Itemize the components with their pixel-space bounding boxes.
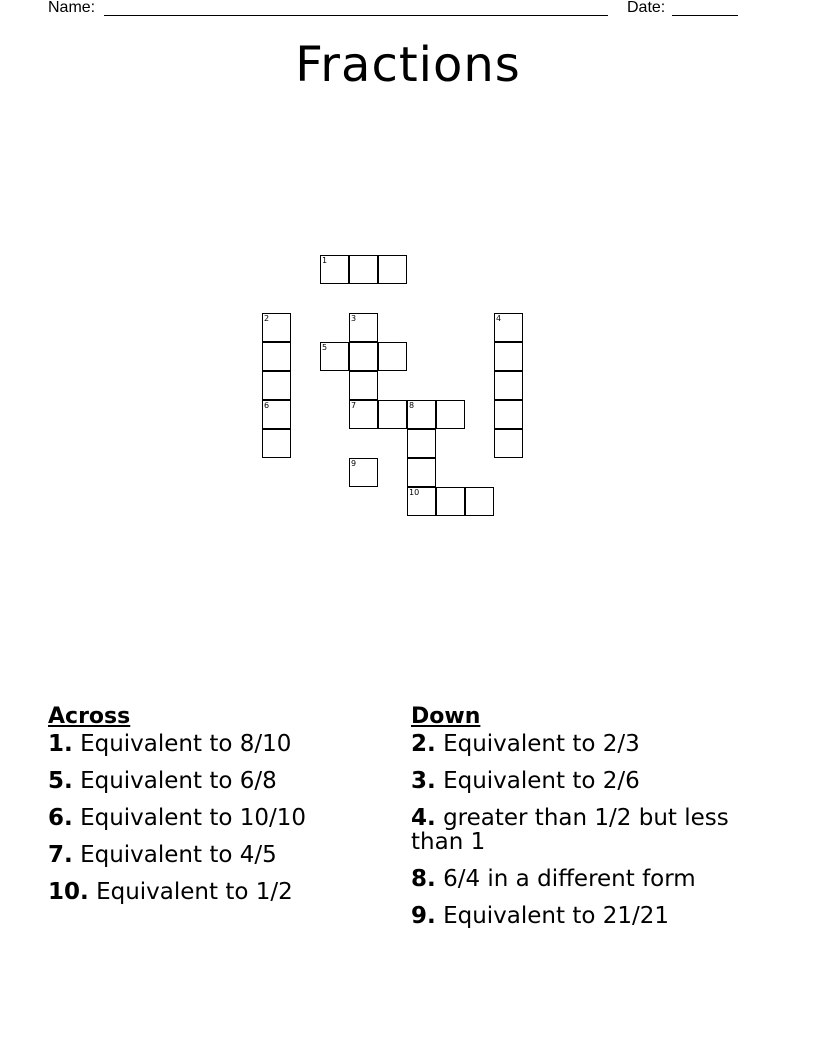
- crossword-cell[interactable]: [436, 487, 465, 516]
- clue-text: Equivalent to 2/3: [443, 731, 640, 757]
- clue-item: 4. greater than 1/2 but less than 1: [411, 805, 729, 855]
- clue-number: 1: [322, 256, 328, 265]
- clue-number: 3: [351, 314, 357, 323]
- clue-text: Equivalent to 1/2: [96, 879, 293, 905]
- clue-num: 10: [48, 879, 81, 905]
- crossword-cell[interactable]: [494, 342, 523, 371]
- crossword-cell[interactable]: [349, 342, 378, 371]
- clue-text: Equivalent to 10/10: [80, 805, 307, 831]
- crossword-cell[interactable]: [494, 429, 523, 458]
- clue-number: 6: [264, 401, 270, 410]
- across-clues: [48, 702, 388, 917]
- down-heading: Down: [411, 704, 481, 729]
- clue-num: 5: [48, 768, 65, 794]
- date-blank[interactable]: [672, 15, 738, 16]
- page-title: Fractions: [295, 37, 521, 93]
- crossword-cell[interactable]: [407, 458, 436, 487]
- crossword-cell[interactable]: [494, 313, 523, 342]
- crossword-cell[interactable]: [320, 342, 349, 371]
- header-line: [48, 0, 748, 20]
- clue-text: Equivalent to 21/21: [443, 903, 670, 929]
- clue-item: 9. Equivalent to 21/21: [411, 903, 670, 929]
- crossword-cell[interactable]: [494, 400, 523, 429]
- crossword-cell[interactable]: [465, 487, 494, 516]
- crossword-cell[interactable]: [262, 371, 291, 400]
- clue-num: 6: [48, 805, 65, 831]
- clue-item: 8. 6/4 in a different form: [411, 866, 696, 892]
- crossword-cell[interactable]: [349, 255, 378, 284]
- clue-item: 3. Equivalent to 2/6: [411, 768, 640, 794]
- crossword-cell[interactable]: [407, 487, 436, 516]
- crossword-cell[interactable]: [494, 371, 523, 400]
- crossword-cell[interactable]: [378, 400, 407, 429]
- date-label: Date:: [627, 0, 666, 16]
- across-heading: Across: [48, 704, 131, 729]
- clue-num: 7: [48, 842, 65, 868]
- crossword-cell[interactable]: [349, 458, 378, 487]
- clue-text: Equivalent to 4/5: [80, 842, 277, 868]
- crossword-cell[interactable]: [407, 400, 436, 429]
- clue-num: 2: [411, 731, 428, 757]
- clue-text: Equivalent to 6/8: [80, 768, 277, 794]
- crossword-cell[interactable]: [262, 429, 291, 458]
- clue-text: Equivalent to 2/6: [443, 768, 640, 794]
- clue-number: 2: [264, 314, 270, 323]
- clue-number: 4: [496, 314, 502, 323]
- clue-item: 2. Equivalent to 2/3: [411, 731, 640, 757]
- clue-number: 7: [351, 401, 357, 410]
- clue-num: 4: [411, 805, 428, 831]
- crossword-cell[interactable]: [349, 371, 378, 400]
- down-clues: [411, 702, 771, 941]
- clue-num: 8: [411, 866, 428, 892]
- clue-item: 7. Equivalent to 4/5: [48, 842, 277, 868]
- clue-num: 1: [48, 731, 65, 757]
- crossword-cell[interactable]: [378, 342, 407, 371]
- clue-text: Equivalent to 8/10: [80, 731, 292, 757]
- name-blank[interactable]: [104, 15, 608, 16]
- clue-number: 8: [409, 401, 415, 410]
- clue-item: 1. Equivalent to 8/10: [48, 731, 292, 757]
- clue-number: 5: [322, 343, 328, 352]
- clue-number: 10: [409, 488, 420, 497]
- crossword-cell[interactable]: [349, 313, 378, 342]
- clue-item: 6. Equivalent to 10/10: [48, 805, 307, 831]
- clue-item: 5. Equivalent to 6/8: [48, 768, 277, 794]
- clue-num: 3: [411, 768, 428, 794]
- crossword-cell[interactable]: [262, 400, 291, 429]
- clue-text: greater than 1/2 but less than 1: [411, 805, 729, 855]
- crossword-cell[interactable]: [407, 429, 436, 458]
- clue-number: 9: [351, 459, 357, 468]
- clue-text: 6/4 in a different form: [443, 866, 696, 892]
- clue-item: 10. Equivalent to 1/2: [48, 879, 293, 905]
- crossword-cell[interactable]: [349, 400, 378, 429]
- name-label: Name:: [48, 0, 96, 16]
- crossword-cell[interactable]: [378, 255, 407, 284]
- crossword-cell[interactable]: [436, 400, 465, 429]
- crossword-cell[interactable]: [262, 342, 291, 371]
- crossword-cell[interactable]: [320, 255, 349, 284]
- clue-num: 9: [411, 903, 428, 929]
- crossword-cell[interactable]: [262, 313, 291, 342]
